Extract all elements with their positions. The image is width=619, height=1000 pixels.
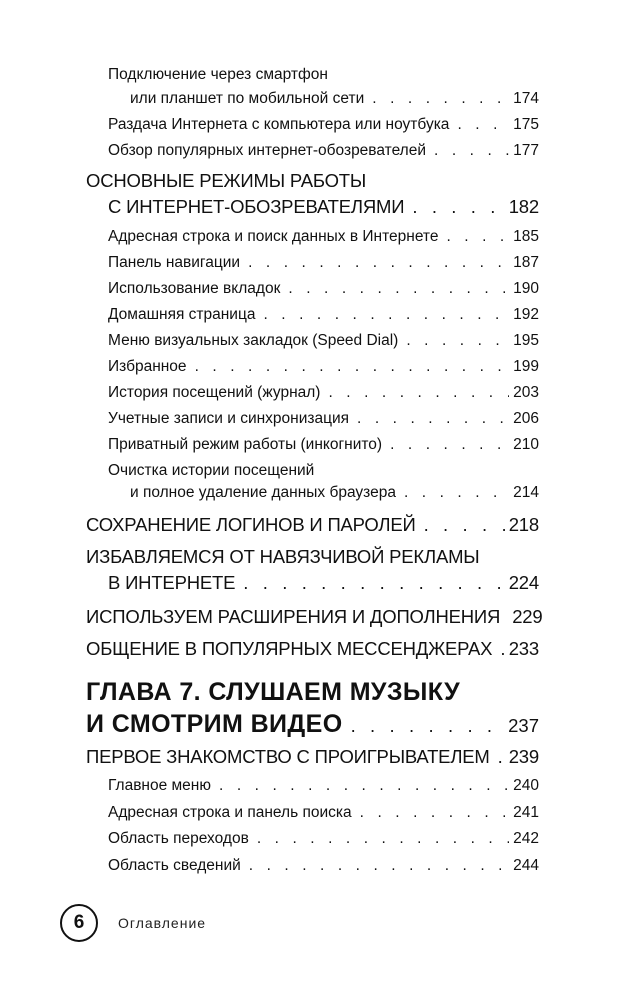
toc-entry-title: ПЕРВОЕ ЗНАКОМСТВО С ПРОИГРЫВАТЕЛЕМ: [86, 746, 490, 767]
toc-entry-title: Область переходов: [108, 830, 249, 847]
toc-page-number: 218: [508, 514, 539, 535]
dot-leader: [457, 116, 509, 134]
dot-leader: [219, 777, 509, 795]
toc-page-number: 199: [513, 358, 539, 375]
toc-entry-title-line1: ОСНОВНЫЕ РЕЖИМЫ РАБОТЫ: [86, 170, 367, 191]
dot-leader: [406, 332, 509, 350]
toc-page-number: 203: [513, 384, 539, 401]
dot-leader: [248, 254, 509, 272]
toc-page-number: 195: [513, 332, 539, 349]
toc-entry-title: В ИНТЕРНЕТЕ: [108, 572, 236, 593]
toc-page-number: 229: [512, 606, 543, 627]
toc-page-number: 210: [513, 436, 539, 453]
dot-leader: [195, 358, 510, 376]
toc-entry-title: Использование вкладок: [108, 280, 281, 297]
toc-entry-title: С ИНТЕРНЕТ-ОБОЗРЕВАТЕЛЯМИ: [108, 196, 405, 217]
toc-entry-title: Панель навигации: [108, 254, 241, 271]
toc-page-number: 233: [508, 638, 539, 659]
toc-entry-title-line1: ИЗБАВЛЯЕМСЯ ОТ НАВЯЗЧИВОЙ РЕКЛАМЫ: [86, 546, 480, 567]
toc-page-number: 239: [508, 746, 539, 767]
toc-page-number: 185: [513, 228, 539, 245]
chapter-title: И СМОТРИМ ВИДЕО: [86, 710, 343, 738]
toc-page-number: 237: [508, 715, 539, 736]
dot-leader: [500, 638, 504, 660]
dot-leader: [249, 857, 509, 875]
toc-entry-title: СОХРАНЕНИЕ ЛОГИНОВ И ПАРОЛЕЙ: [86, 514, 416, 535]
page-footer: [60, 904, 360, 944]
running-footer-section: Оглавление: [118, 915, 207, 931]
dot-leader: [243, 572, 504, 594]
toc-page-number: 241: [513, 804, 539, 821]
toc-entry-title: ИСПОЛЬЗУЕМ РАСШИРЕНИЯ И ДОПОЛНЕНИЯ: [86, 606, 501, 627]
dot-leader: [498, 746, 505, 768]
toc-page-number: 177: [513, 142, 539, 159]
dot-leader: [412, 196, 504, 218]
toc-page-number: 206: [513, 410, 539, 427]
toc-entry-title: или планшет по мобильной сети: [130, 90, 365, 107]
toc-entry-title: Избранное: [108, 358, 187, 375]
toc-entry-title: и полное удаление данных браузера: [130, 484, 396, 501]
toc-entry-title: Главное меню: [108, 777, 211, 794]
toc-page-number: 190: [513, 280, 539, 297]
dot-leader: [360, 804, 509, 822]
toc-page-number: 214: [513, 484, 539, 501]
toc-page-number: 187: [513, 254, 539, 271]
dot-leader: [372, 90, 509, 108]
toc-page-number: 244: [513, 857, 539, 874]
toc-page-number: 240: [513, 777, 539, 794]
toc-page-number: 192: [513, 306, 539, 323]
chapter-title-line1: ГЛАВА 7. СЛУШАЕМ МУЗЫКУ: [86, 678, 461, 706]
dot-leader: [263, 306, 509, 324]
toc-entry-title: Учетные записи и синхронизация: [108, 410, 350, 427]
toc-page-number: 174: [513, 90, 539, 107]
toc-page-number: 242: [513, 830, 539, 847]
dot-leader: [424, 514, 505, 536]
toc-entry-title: Домашняя страница: [108, 306, 256, 323]
toc-entry-title: Обзор популярных интернет-обозревателей: [108, 142, 426, 159]
dot-leader: [390, 436, 509, 454]
dot-leader: [288, 280, 509, 298]
toc-entry-title: Адресная строка и панель поиска: [108, 804, 352, 821]
toc-entry-title: Меню визуальных закладок (Speed Dial): [108, 332, 399, 349]
page-number-badge: 6: [60, 904, 98, 942]
toc-entry-title: Приватный режим работы (инкогнито): [108, 436, 383, 453]
dot-leader: [446, 228, 509, 246]
toc-entry-title: ОБЩЕНИЕ В ПОПУЛЯРНЫХ МЕССЕНДЖЕРАХ: [86, 638, 493, 659]
toc-entry-title: Область сведений: [108, 857, 241, 874]
dot-leader: [404, 484, 509, 502]
toc-entry-title: История посещений (журнал): [108, 384, 321, 401]
dot-leader: [351, 715, 505, 737]
dot-leader: [357, 410, 509, 428]
toc-entry-title-line1: Подключение через смартфон: [108, 66, 328, 83]
dot-leader: [328, 384, 509, 402]
toc-entry-title-line1: Очистка истории посещений: [108, 462, 315, 479]
toc-page-number: 175: [513, 116, 539, 133]
dot-leader: [257, 830, 509, 848]
toc-entry-title: Раздача Интернета с компьютера или ноутбука: [108, 116, 450, 133]
toc-page-number: 224: [508, 572, 539, 593]
toc-entry-title: Адресная строка и поиск данных в Интернете: [108, 228, 439, 245]
dot-leader: [434, 142, 509, 160]
toc-page-number: 182: [508, 196, 539, 217]
